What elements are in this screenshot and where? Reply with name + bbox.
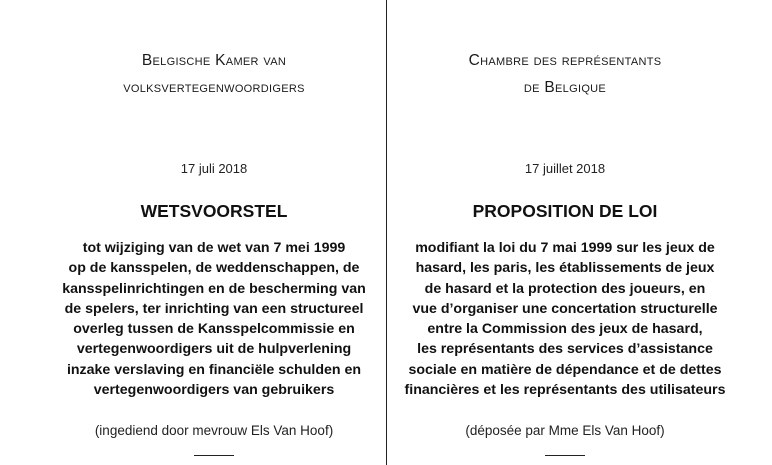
subject-line: les représentants des services d’assistance [417,341,713,358]
subject-line: vertegenwoordigers uit de hulpverlening [76,341,352,358]
doc-type-french: PROPOSITION DE LOI [472,201,658,221]
subject-line: de hasard et la protection des joueurs, en [424,280,706,297]
date-dutch: 17 juli 2018 [180,161,248,176]
french-column [398,0,732,456]
doc-type-dutch: WETSVOORSTEL [140,201,288,221]
submitted-by-french: (déposée par Mme Els Van Hoof) [465,423,665,439]
chamber-line-2: de Belgique [523,79,607,96]
subject-line: vue d’organiser une concertation structurelle [412,300,718,317]
subject-french [398,238,732,400]
subject-line: op de kansspelen, de weddenschappen, de [68,260,360,277]
chamber-name-french [398,47,732,101]
submitted-by-dutch: (ingediend door mevrouw Els Van Hoof) [94,423,334,439]
subject-line: modifiant la loi du 7 mai 1999 sur les jeux de [415,240,715,256]
chamber-name-dutch [44,47,384,101]
subject-line: vertegenwoordigers van gebruikers [93,382,335,399]
subject-line: entre la Commission des jeux de hasard, [427,321,703,338]
short-rule [545,455,585,456]
subject-line: kansspelinrichtingen en de bescherming van [62,280,366,297]
subject-line: overleg tussen de Kansspelcommissie en [73,321,355,338]
subject-line: sociale en matière de dépendance et de dettes [408,361,722,378]
subject-dutch [44,238,384,400]
subject-line: inzake verslaving en financiële schulden en [66,361,362,378]
chamber-line-1: Belgische Kamer van [141,52,287,69]
chamber-line-1: Chambre des représentants [468,52,662,69]
date-french: 17 juillet 2018 [524,161,606,176]
chamber-line-2: volksvertegenwoordigers [123,79,305,96]
dutch-column [44,0,384,456]
subject-line: hasard, les paris, les établissements de jeux [415,260,715,277]
subject-line: financières et les représentants des utilisateurs [404,382,726,399]
short-rule [194,455,234,456]
subject-line: de spelers, ter inrichting van een structureel [64,300,364,317]
subject-line: tot wijziging van de wet van 7 mei 1999 [82,240,346,256]
column-divider [386,0,387,465]
